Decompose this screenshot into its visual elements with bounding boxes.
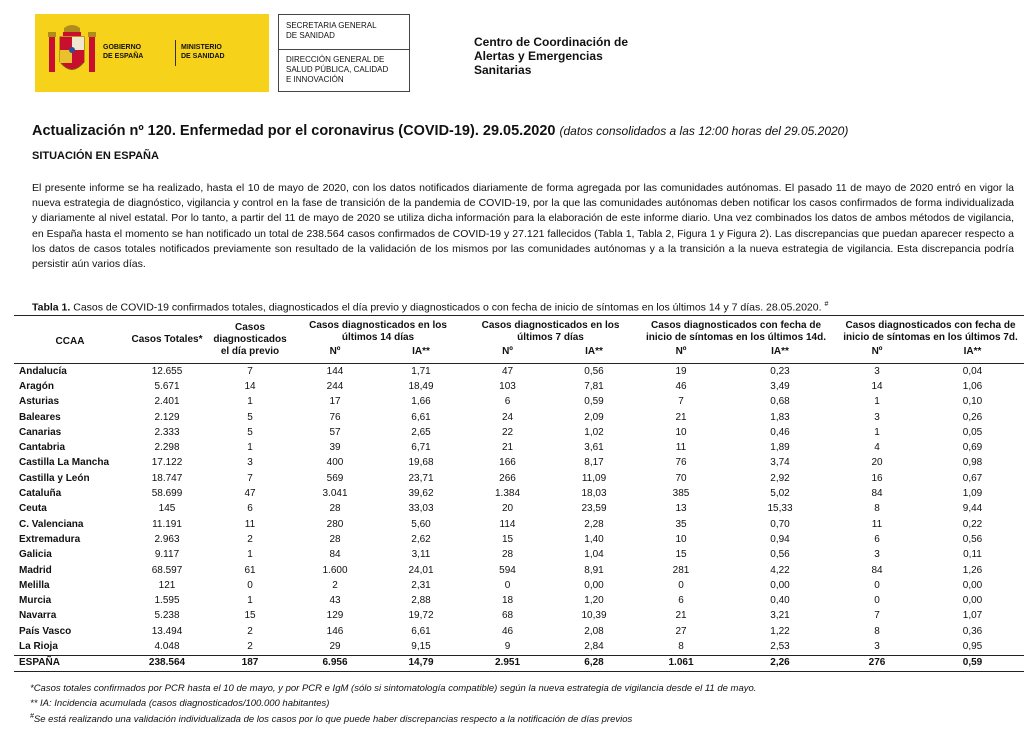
header-ia: IA**: [378, 344, 464, 364]
table-caption-label: Tabla 1.: [32, 301, 71, 314]
cell-n7: 0: [504, 579, 511, 591]
section-heading: SITUACIÓN EN ESPAÑA: [32, 150, 159, 162]
cell-n14: 280: [326, 518, 344, 530]
cell-dia-previo: 1: [247, 396, 253, 408]
cell-n14: 146: [326, 625, 344, 637]
cell-n14: 569: [326, 472, 344, 484]
cell-ia14: 14,79: [378, 655, 464, 671]
cell-sint-ia7: 0,10: [962, 396, 983, 408]
cell-ccaa: Cantabria: [19, 442, 66, 454]
cell-dia-previo: 6: [247, 503, 253, 515]
cell-casos-totales: 4.048: [154, 640, 180, 652]
cell-casos-totales: 9.117: [154, 549, 180, 561]
cell-sint-n14: 8: [678, 640, 684, 652]
cell-ia7: 11,09: [581, 472, 607, 484]
cell-dia-previo: 15: [244, 610, 256, 622]
table-row: [14, 639, 1024, 655]
cell-sint-n7: 1: [874, 426, 880, 438]
footnote-validacion-text: Se está realizando una validación individualizada de los casos por lo que puede haber discrepancias respecto a la notificación de días previos: [33, 714, 633, 726]
cell-sint-n14: 21: [675, 411, 687, 423]
report-title: [32, 123, 848, 139]
cell-sint-ia14: 3,74: [770, 457, 790, 469]
cell-ccaa: Cataluña: [19, 488, 62, 500]
cell-sint-ia14: 2,26: [725, 655, 835, 671]
cell-sint-n14: 13: [675, 503, 687, 515]
cell-n7: 15: [501, 533, 514, 545]
cell-n14: 6.956: [292, 655, 378, 671]
cell-sint-n14: 35: [675, 518, 687, 530]
direccion-label: DIRECCIÓN GENERAL DE SALUD PÚBLICA, CALIDAD E INNOVACIÓN: [286, 55, 389, 84]
cell-sint-n7: 8: [874, 625, 880, 637]
cell-n7: 28: [501, 549, 514, 561]
table-row: [14, 517, 1024, 532]
table-row: [14, 532, 1024, 547]
cell-sint-ia14: 1,22: [770, 625, 790, 637]
cell-sint-n14: 15: [675, 549, 687, 561]
cell-sint-ia7: 0,36: [962, 625, 983, 637]
cell-ia14: 6,71: [411, 442, 431, 454]
cell-sint-ia14: 0,00: [770, 579, 790, 591]
cell-n7: 24: [501, 411, 514, 423]
cell-ia14: 5,60: [411, 518, 431, 530]
cell-ia14: 19,72: [408, 610, 434, 622]
cell-ia7: 3,61: [584, 442, 604, 454]
cell-sint-ia14: 0,46: [770, 426, 790, 438]
cell-ia14: 2,31: [411, 579, 431, 591]
cell-n7: 18: [501, 595, 514, 607]
cell-n14: 1.600: [322, 564, 348, 576]
table-row: [14, 395, 1024, 410]
cell-dia-previo: 47: [244, 488, 256, 500]
cell-dia-previo: 61: [244, 564, 256, 576]
table-body: [14, 364, 1024, 672]
cell-ccaa: Melilla: [19, 579, 50, 591]
cell-sint-ia14: 15,33: [767, 503, 793, 515]
table-row: [14, 425, 1024, 440]
cell-ia7: 2,28: [584, 518, 604, 530]
table-row: [14, 456, 1024, 471]
cell-sint-n14: 76: [675, 457, 687, 469]
cell-n14: 17: [329, 396, 341, 408]
cell-dia-previo: 187: [208, 655, 292, 671]
secretaria-box: [278, 14, 410, 92]
cell-ia14: 24,01: [408, 564, 434, 576]
table-row: [14, 609, 1024, 624]
header-diag-14: Casos diagnosticados en los últimos 14 días: [292, 316, 464, 345]
cell-n7: 20: [501, 503, 514, 515]
footnote-totales: *Casos totales confirmados por PCR hasta el 10 de mayo, y por PCR e IgM (sólo si sintomatología compatible) según la nueva estrategia de vigilancia desde el 11 de mayo.: [30, 683, 757, 694]
cell-sint-n7: 276: [835, 655, 919, 671]
cell-sint-ia7: 0,26: [962, 411, 983, 423]
gobierno-label: GOBIERNO DE ESPAÑA: [103, 44, 144, 60]
cell-sint-ia7: 0,56: [962, 533, 983, 545]
footnote-mark: #: [30, 713, 34, 720]
cell-ia7: 8,91: [584, 564, 604, 576]
header-sint-14: Casos diagnosticados con fecha de inicio de síntomas en los últimos 14d.: [637, 316, 835, 345]
cell-ia14: 9,15: [411, 640, 431, 652]
cell-ia7: 2,08: [584, 625, 604, 637]
cell-n14: 29: [329, 640, 341, 652]
cell-sint-n7: 1: [874, 396, 880, 408]
cell-sint-ia14: 2,53: [770, 640, 790, 652]
cell-dia-previo: 7: [247, 365, 253, 377]
cell-sint-n14: 1.061: [637, 655, 725, 671]
table-row: [14, 379, 1024, 394]
cell-sint-n7: 84: [871, 488, 883, 500]
cell-dia-previo: 1: [247, 595, 253, 607]
cell-ccaa: Aragón: [19, 380, 54, 392]
cell-casos-totales: 12.655: [151, 365, 183, 377]
cell-sint-ia14: 0,94: [770, 533, 790, 545]
cell-ia14: 33,03: [408, 503, 434, 515]
cell-sint-ia7: 0,98: [962, 457, 983, 469]
table-caption-mark: #: [824, 301, 829, 308]
title-main: Actualización nº 120. Enfermedad por el coronavirus (COVID-19). 29.05.2020: [32, 123, 556, 139]
cell-n14: 244: [326, 380, 344, 392]
table-row: [14, 593, 1024, 608]
cell-sint-n7: 11: [871, 518, 883, 530]
cell-dia-previo: 14: [244, 380, 256, 392]
title-note: (datos consolidados a las 12:00 horas del 29.05.2020): [559, 124, 849, 138]
cell-ia7: 7,81: [584, 380, 604, 392]
cell-casos-totales: 2.298: [154, 442, 180, 454]
cell-sint-ia7: 0,05: [962, 426, 983, 438]
cell-dia-previo: 1: [247, 549, 253, 561]
table-row: [14, 471, 1024, 486]
cell-ia14: 2,65: [411, 426, 431, 438]
cell-n7: 9: [504, 640, 511, 652]
cell-ccaa: Baleares: [19, 411, 61, 423]
table-row: [14, 563, 1024, 578]
table-row: [14, 548, 1024, 563]
cell-ia7: 2,84: [584, 640, 604, 652]
cell-ccaa: Castilla La Mancha: [19, 457, 110, 469]
cell-dia-previo: 5: [247, 426, 253, 438]
cell-n7: 47: [501, 365, 514, 377]
intro-paragraph: El presente informe se ha realizado, hasta el 10 de mayo de 2020, con los datos notificados diariamente de forma agregada por las comunidades autónomas. El pasado 11 de mayo de 2020 entró en vigor la nueva estrategia de diagnóstico, vigilancia y control en la fase de transición de la pandemia de COVID-19, por la que las comunidades autónomas deben notificar los casos confirmados de forma individualizada y diariamente al nivel estatal. Por lo tanto, a partir del 11 de mayo de 2020 se utiliza dicha información para la elaboración de este informe diario. Una vez combinados los datos de ambos métodos de vigilancia, en España hasta el momento se han notificado un total de 238.564 casos confirmados de COVID-19 y 27.121 fallecidos (Tabla 1, Tabla 2, Figura 1 y Figura 2). Las discrepancias que puedan aparecer respecto a los datos de casos totales notificados previamente son resultado de la validación de los mismos por las comunidades autónomas y a la transición a la nueva estrategia de vigilancia. Esta discrepancia podría persistir aún varios días.: [32, 182, 1014, 271]
cell-ia14: 39,62: [408, 488, 434, 500]
cell-n14: 3.041: [322, 488, 348, 500]
header-n: Nº: [637, 344, 725, 364]
cell-ia14: 23,71: [408, 472, 434, 484]
cell-sint-n14: 7: [678, 396, 684, 408]
cell-ia7: 23,59: [581, 503, 607, 515]
cell-ccaa: Canarias: [19, 426, 62, 438]
cell-n7: 68: [501, 610, 514, 622]
cell-n14: 39: [329, 442, 341, 454]
cell-ia14: 2,88: [411, 595, 431, 607]
cell-ia7: 1,20: [584, 595, 604, 607]
cell-ia7: 0,00: [584, 579, 604, 591]
cell-casos-totales: 145: [158, 503, 176, 515]
cell-n14: 57: [329, 426, 341, 438]
cell-dia-previo: 1: [247, 442, 253, 454]
cell-sint-n14: 10: [675, 426, 687, 438]
cell-n14: 28: [329, 533, 341, 545]
cell-sint-n14: 0: [678, 579, 684, 591]
cell-sint-ia7: 0,59: [919, 655, 1024, 671]
cell-ccaa: Castilla y León: [19, 472, 90, 484]
cell-n7: 21: [501, 442, 514, 454]
cell-casos-totales: 13.494: [151, 625, 183, 637]
cell-sint-ia14: 0,40: [770, 595, 790, 607]
cell-casos-totales: 2.333: [154, 426, 180, 438]
cell-ia14: 18,49: [408, 380, 434, 392]
cell-sint-ia7: 1,26: [962, 564, 983, 576]
cell-casos-totales: 238.564: [126, 655, 208, 671]
cell-ia7: 1,04: [584, 549, 604, 561]
cell-ccaa: Murcia: [19, 595, 52, 607]
cell-sint-n7: 8: [874, 503, 880, 515]
cell-n14: 144: [326, 365, 344, 377]
cell-casos-totales: 2.963: [154, 533, 180, 545]
table-row: [14, 486, 1024, 501]
cell-sint-ia14: 4,22: [770, 564, 790, 576]
cell-sint-ia7: 1,07: [962, 610, 983, 622]
cell-sint-n14: 46: [675, 380, 687, 392]
cell-dia-previo: 11: [244, 518, 256, 530]
header-ccaa: CCAA: [14, 316, 126, 364]
cell-n7: 114: [499, 518, 516, 530]
cell-ccaa: Navarra: [19, 610, 57, 622]
cell-n7: 1.384: [494, 488, 521, 500]
table-row: [14, 502, 1024, 517]
cell-casos-totales: 2.129: [154, 411, 180, 423]
cell-sint-ia14: 5,02: [770, 488, 790, 500]
cell-sint-n7: 3: [874, 640, 880, 652]
cell-n14: 84: [329, 549, 341, 561]
cell-ccaa: Extremadura: [19, 533, 81, 545]
cell-ccaa: ESPAÑA: [14, 655, 126, 671]
table-row: [14, 624, 1024, 639]
header-ia: IA**: [919, 344, 1024, 364]
cell-ccaa: Madrid: [19, 564, 52, 576]
cell-n14: 28: [329, 503, 341, 515]
header-n: Nº: [292, 344, 378, 364]
cell-n7: 103: [499, 380, 516, 392]
cell-sint-ia7: 1,06: [962, 380, 983, 392]
header-n: Nº: [464, 344, 551, 364]
cell-sint-n7: 7: [874, 610, 880, 622]
cell-casos-totales: 5.671: [154, 380, 180, 392]
header-ia: IA**: [551, 344, 637, 364]
table-caption: [32, 301, 828, 314]
header-ia: IA**: [725, 344, 835, 364]
cell-n7: 46: [501, 625, 514, 637]
cell-n7: 166: [499, 457, 516, 469]
cell-dia-previo: 2: [247, 533, 253, 545]
cell-sint-n14: 281: [672, 564, 690, 576]
cell-n14: 2: [332, 579, 338, 591]
cell-sint-n7: 6: [874, 533, 880, 545]
cell-sint-ia7: 0,22: [962, 518, 983, 530]
header-sint-7: Casos diagnosticados con fecha de inicio de síntomas en los últimos 7d.: [835, 316, 1024, 345]
cell-n7: 22: [501, 426, 514, 438]
cell-casos-totales: 11.191: [152, 518, 182, 530]
cell-dia-previo: 0: [247, 579, 253, 591]
cell-dia-previo: 3: [247, 457, 253, 469]
cell-ia7: 0,59: [584, 396, 604, 408]
cell-ia14: 6,61: [411, 625, 431, 637]
ccaes-label: Centro de Coordinación de Alertas y Emergencias Sanitarias: [474, 35, 629, 77]
cell-sint-n7: 0: [874, 595, 880, 607]
cell-ia7: 1,40: [584, 533, 604, 545]
cell-ia14: 1,66: [411, 396, 431, 408]
cell-n14: 43: [329, 595, 341, 607]
table-row: [14, 364, 1024, 380]
secretaria-label: SECRETARIA GENERAL DE SANIDAD: [286, 21, 377, 40]
cell-sint-ia7: 0,11: [963, 549, 982, 561]
cell-sint-ia14: 2,92: [770, 472, 790, 484]
cell-casos-totales: 17.122: [151, 457, 183, 469]
header-n: Nº: [835, 344, 919, 364]
cell-n14: 129: [326, 610, 344, 622]
cell-casos-totales: 58.699: [151, 488, 183, 500]
cell-sint-n7: 0: [874, 579, 880, 591]
cell-ccaa: C. Valenciana: [19, 518, 84, 530]
cell-n7: 2.951: [464, 655, 551, 671]
footnote-validacion: [30, 713, 632, 725]
cell-sint-n7: 3: [874, 365, 880, 377]
logo-divider: [175, 40, 176, 66]
cell-ccaa: Galicia: [19, 549, 52, 561]
cell-ccaa: País Vasco: [19, 625, 72, 637]
cell-sint-ia14: 0,56: [770, 549, 790, 561]
cell-ia7: 8,17: [584, 457, 604, 469]
table-row: [14, 410, 1024, 425]
cell-sint-ia7: 9,44: [962, 503, 983, 515]
cases-table: [14, 315, 1024, 672]
cell-ccaa: La Rioja: [19, 640, 58, 652]
cell-sint-ia14: 3,21: [770, 610, 790, 622]
coat-of-arms-icon: [47, 22, 97, 82]
cell-n7: 594: [499, 564, 516, 576]
cell-sint-n7: 84: [871, 564, 883, 576]
cell-dia-previo: 2: [247, 625, 253, 637]
header-diag-7: Casos diagnosticados en los últimos 7 días: [464, 316, 637, 345]
table-row: [14, 578, 1024, 593]
cell-sint-n14: 10: [675, 533, 687, 545]
cell-sint-ia14: 0,70: [770, 518, 790, 530]
cell-ia7: 6,28: [551, 655, 637, 671]
cell-sint-ia7: 0,95: [962, 640, 983, 652]
cell-ccaa: Andalucía: [19, 365, 67, 377]
cell-ia7: 18,03: [581, 488, 607, 500]
cell-sint-ia14: 3,49: [770, 380, 790, 392]
cell-ia14: 2,62: [411, 533, 431, 545]
cell-sint-ia14: 1,83: [770, 411, 790, 423]
cell-dia-previo: 7: [247, 472, 253, 484]
secretaria-divider: [279, 49, 409, 50]
header-casos-totales: Casos Totales*: [126, 316, 208, 364]
cell-sint-ia14: 0,68: [770, 396, 790, 408]
cell-ia14: 19,68: [408, 457, 434, 469]
cell-ccaa: Ceuta: [19, 503, 47, 515]
cell-sint-n7: 20: [871, 457, 883, 469]
cell-sint-ia7: 0,00: [962, 579, 983, 591]
cell-n7: 266: [499, 472, 516, 484]
cell-casos-totales: 68.597: [151, 564, 183, 576]
header-casos-dia-previo: Casos diagnosticados el día previo: [208, 316, 292, 364]
cell-ia7: 2,09: [584, 411, 604, 423]
cell-sint-n14: 21: [675, 610, 687, 622]
cell-ia7: 1,02: [584, 426, 604, 438]
cell-sint-n7: 16: [871, 472, 883, 484]
cell-sint-ia7: 0,04: [962, 365, 983, 377]
cell-ccaa: Asturias: [19, 396, 60, 408]
cell-sint-n14: 27: [675, 625, 687, 637]
cell-casos-totales: 2.401: [154, 396, 180, 408]
cell-casos-totales: 121: [158, 579, 176, 591]
cell-n14: 76: [329, 411, 341, 423]
cell-dia-previo: 2: [247, 640, 253, 652]
table-caption-text: Casos de COVID-19 confirmados totales, diagnosticados el día previo y diagnosticados o con fecha de inicio de síntomas en los últimos 14 y 7 días. 28.05.2020.: [73, 301, 822, 314]
cell-ia14: 6,61: [411, 411, 431, 423]
cell-casos-totales: 5.238: [154, 610, 180, 622]
cell-n7: 6: [504, 396, 511, 408]
cell-ia7: 0,56: [584, 365, 604, 377]
cell-sint-ia7: 1,09: [962, 488, 983, 500]
cell-sint-n7: 14: [871, 380, 883, 392]
cell-ia7: 10,39: [581, 610, 607, 622]
cell-sint-n14: 19: [675, 365, 687, 377]
cell-ia14: 1,71: [411, 365, 431, 377]
ministerio-label: MINISTERIO DE SANIDAD: [181, 44, 225, 60]
cell-casos-totales: 1.595: [154, 595, 180, 607]
cell-sint-n14: 385: [672, 488, 690, 500]
cell-casos-totales: 18.747: [151, 472, 183, 484]
cell-n14: 400: [326, 457, 344, 469]
total-row: [14, 655, 1024, 671]
cell-sint-ia7: 0,69: [962, 442, 983, 454]
cell-sint-n14: 70: [675, 472, 687, 484]
cell-sint-n7: 4: [874, 442, 880, 454]
cell-sint-ia14: 1,89: [770, 442, 790, 454]
cell-sint-n7: 3: [874, 549, 880, 561]
footnote-ia: ** IA: Incidencia acumulada (casos diagnosticados/100.000 habitantes): [30, 698, 330, 709]
cell-sint-ia7: 0,67: [962, 472, 983, 484]
cell-sint-ia7: 0,00: [962, 595, 983, 607]
cell-sint-n14: 11: [675, 442, 687, 454]
cell-ia14: 3,11: [411, 549, 431, 561]
cell-sint-ia14: 0,23: [770, 365, 790, 377]
cell-dia-previo: 5: [247, 411, 253, 423]
cell-sint-n7: 3: [874, 411, 880, 423]
cell-sint-n14: 6: [678, 595, 684, 607]
table-row: [14, 440, 1024, 455]
